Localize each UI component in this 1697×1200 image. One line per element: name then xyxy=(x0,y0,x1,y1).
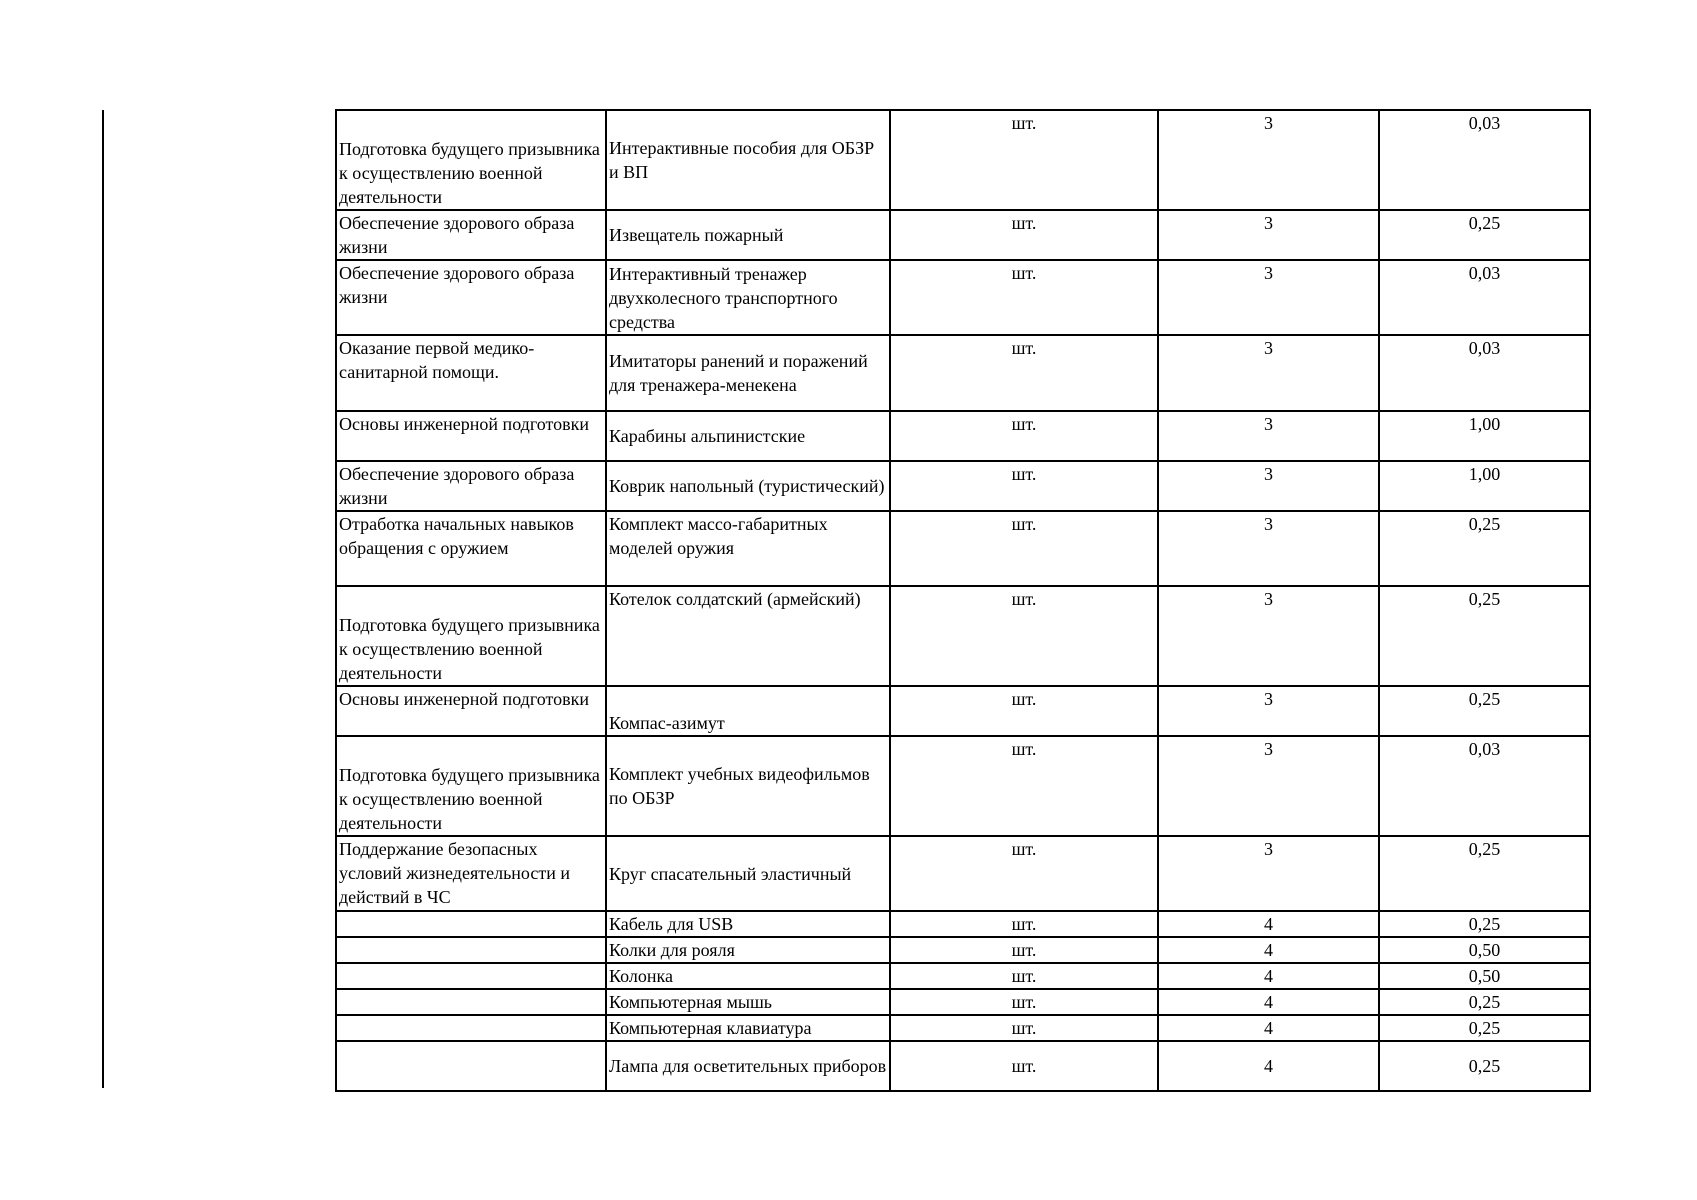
table-row xyxy=(336,461,1590,511)
item-cell: Имитаторы ранений и поражений для тренажера-менекена xyxy=(606,335,890,411)
rate-cell: 1,00 xyxy=(1379,461,1590,511)
rate-cell: 0,50 xyxy=(1379,963,1590,989)
qty-cell: 3 xyxy=(1158,335,1379,411)
unit-cell: шт. xyxy=(890,686,1158,736)
item-cell: Колки для рояля xyxy=(606,937,890,963)
section-cell: Подготовка будущего призывника к осуществлению военной деятельности xyxy=(336,586,606,686)
table-row xyxy=(336,210,1590,260)
section-cell xyxy=(336,1015,606,1041)
unit-cell: шт. xyxy=(890,836,1158,911)
rate-cell: 1,00 xyxy=(1379,411,1590,461)
item-cell: Колонка xyxy=(606,963,890,989)
table-row xyxy=(336,686,1590,736)
equipment-table xyxy=(335,109,1591,1092)
item-cell: Компас-азимут xyxy=(606,686,890,736)
unit-cell: шт. xyxy=(890,461,1158,511)
unit-cell: шт. xyxy=(890,210,1158,260)
unit-cell: шт. xyxy=(890,110,1158,210)
rate-cell: 0,03 xyxy=(1379,335,1590,411)
section-cell xyxy=(336,1041,606,1091)
table-row xyxy=(336,911,1590,937)
unit-cell: шт. xyxy=(890,260,1158,335)
section-cell: Отработка начальных навыков обращения с оружием xyxy=(336,511,606,586)
section-cell: Обеспечение здорового образа жизни xyxy=(336,210,606,260)
rate-cell: 0,03 xyxy=(1379,736,1590,836)
item-cell: Комплект массо-габаритных моделей оружия xyxy=(606,511,890,586)
item-cell: Карабины альпинистские xyxy=(606,411,890,461)
section-cell: Обеспечение здорового образа жизни xyxy=(336,461,606,511)
rate-cell: 0,25 xyxy=(1379,1041,1590,1091)
section-cell: Оказание первой медико-санитарной помощи. xyxy=(336,335,606,411)
item-cell: Интерактивный тренажер двухколесного транспортного средства xyxy=(606,260,890,335)
table-row xyxy=(336,989,1590,1015)
rate-cell: 0,25 xyxy=(1379,511,1590,586)
unit-cell: шт. xyxy=(890,736,1158,836)
table-row xyxy=(336,1015,1590,1041)
table-row xyxy=(336,836,1590,911)
qty-cell: 3 xyxy=(1158,210,1379,260)
qty-cell: 3 xyxy=(1158,110,1379,210)
qty-cell: 3 xyxy=(1158,511,1379,586)
qty-cell: 3 xyxy=(1158,260,1379,335)
section-cell xyxy=(336,963,606,989)
qty-cell: 3 xyxy=(1158,586,1379,686)
section-cell: Основы инженерной подготовки xyxy=(336,411,606,461)
table-row xyxy=(336,963,1590,989)
section-cell: Подготовка будущего призывника к осуществлению военной деятельности xyxy=(336,736,606,836)
qty-cell: 3 xyxy=(1158,736,1379,836)
section-cell xyxy=(336,911,606,937)
table-row xyxy=(336,511,1590,586)
qty-cell: 4 xyxy=(1158,1041,1379,1091)
item-cell: Компьютерная мышь xyxy=(606,989,890,1015)
table-row xyxy=(336,335,1590,411)
section-cell xyxy=(336,937,606,963)
left-margin-rule xyxy=(102,110,104,1088)
table-row xyxy=(336,411,1590,461)
qty-cell: 4 xyxy=(1158,937,1379,963)
rate-cell: 0,25 xyxy=(1379,911,1590,937)
unit-cell: шт. xyxy=(890,511,1158,586)
item-cell: Интерактивные пособия для ОБЗР и ВП xyxy=(606,110,890,210)
table-row xyxy=(336,1041,1590,1091)
qty-cell: 3 xyxy=(1158,411,1379,461)
item-cell: Кабель для USB xyxy=(606,911,890,937)
rate-cell: 0,50 xyxy=(1379,937,1590,963)
qty-cell: 3 xyxy=(1158,836,1379,911)
unit-cell: шт. xyxy=(890,586,1158,686)
unit-cell: шт. xyxy=(890,989,1158,1015)
table-row xyxy=(336,736,1590,836)
unit-cell: шт. xyxy=(890,411,1158,461)
rate-cell: 0,03 xyxy=(1379,260,1590,335)
item-cell: Котелок солдатский (армейский) xyxy=(606,586,890,686)
rate-cell: 0,25 xyxy=(1379,686,1590,736)
qty-cell: 4 xyxy=(1158,989,1379,1015)
unit-cell: шт. xyxy=(890,1015,1158,1041)
rate-cell: 0,25 xyxy=(1379,989,1590,1015)
rate-cell: 0,25 xyxy=(1379,1015,1590,1041)
item-cell: Комплект учебных видеофильмов по ОБЗР xyxy=(606,736,890,836)
section-cell: Подготовка будущего призывника к осуществлению военной деятельности xyxy=(336,110,606,210)
rate-cell: 0,03 xyxy=(1379,110,1590,210)
unit-cell: шт. xyxy=(890,1041,1158,1091)
section-cell xyxy=(336,989,606,1015)
qty-cell: 4 xyxy=(1158,911,1379,937)
item-cell: Извещатель пожарный xyxy=(606,210,890,260)
rate-cell: 0,25 xyxy=(1379,210,1590,260)
qty-cell: 4 xyxy=(1158,1015,1379,1041)
section-cell: Основы инженерной подготовки xyxy=(336,686,606,736)
item-cell: Компьютерная клавиатура xyxy=(606,1015,890,1041)
item-cell: Лампа для осветительных приборов xyxy=(606,1041,890,1091)
item-cell: Круг спасательный эластичный xyxy=(606,836,890,911)
qty-cell: 4 xyxy=(1158,963,1379,989)
table-row xyxy=(336,586,1590,686)
unit-cell: шт. xyxy=(890,937,1158,963)
section-cell: Поддержание безопасных условий жизнедеятельности и действий в ЧС xyxy=(336,836,606,911)
item-cell: Коврик напольный (туристический) xyxy=(606,461,890,511)
table-row xyxy=(336,937,1590,963)
table-row xyxy=(336,110,1590,210)
rate-cell: 0,25 xyxy=(1379,586,1590,686)
unit-cell: шт. xyxy=(890,335,1158,411)
section-cell: Обеспечение здорового образа жизни xyxy=(336,260,606,335)
unit-cell: шт. xyxy=(890,911,1158,937)
unit-cell: шт. xyxy=(890,963,1158,989)
table-row xyxy=(336,260,1590,335)
qty-cell: 3 xyxy=(1158,461,1379,511)
rate-cell: 0,25 xyxy=(1379,836,1590,911)
qty-cell: 3 xyxy=(1158,686,1379,736)
